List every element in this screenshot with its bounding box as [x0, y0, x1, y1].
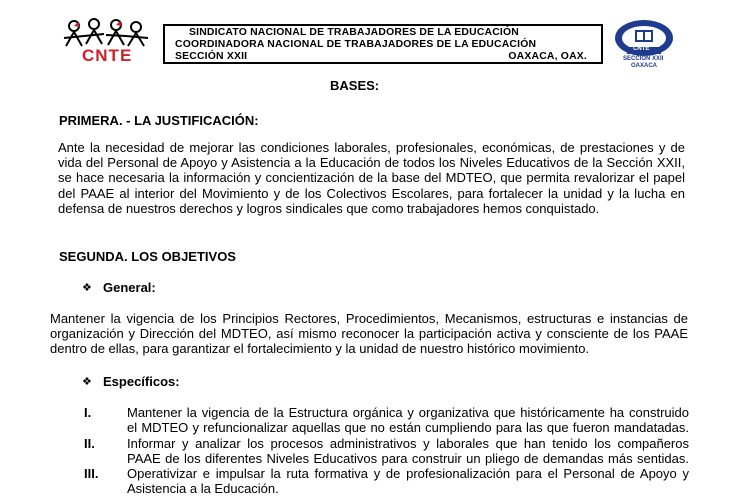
paragraph-line: vida del Personal de Apoyo y Asistencia a la Educación de todos los Niveles Educativos de la Sección XXII, [58, 155, 685, 171]
paragraph-line: dentro de ellas, para garantizar el fortalecimiento y la unidad de nuestro histórico movimiento. [50, 341, 590, 357]
item-number: I. [84, 405, 92, 420]
list-item [127, 436, 689, 466]
paragraph-line: defensa de nuestros derechos y logros sindicales que como trabajadores hemos conquistado. [58, 200, 600, 216]
item-line: PAAE de los diferentes Niveles Educativos para construir un pliego de demandas más sentidas. [127, 451, 689, 467]
paragraph-line: del PAAE al interior del Movimiento y de los Colectivos Escolares, para fortalecer la unidad y la lucha en [58, 185, 685, 201]
general-paragraph [50, 311, 688, 357]
paragraph-line: organización y Dirección del MDTEO, así mismo reconocer la participación activa y consciente de los PAAE [50, 326, 688, 342]
list-item [127, 466, 689, 496]
especificos-label: Específicos: [103, 374, 180, 389]
seal-top-text: CNTE [633, 46, 650, 52]
paragraph-line: Ante la necesidad de mejorar las condiciones laborales, profesionales, económicas, de prestaciones y de [58, 140, 685, 155]
header-line-2: COORDINADORA NACIONAL DE TRABAJADORES DE LA EDUCACIÓN [175, 39, 537, 50]
item-line: Mantener la vigencia de la Estructura orgánica y organizativa que históricamente ha construido [127, 405, 689, 420]
header-section: SECCIÓN XXII [175, 51, 248, 62]
header-line-1: SINDICATO NACIONAL DE TRABAJADORES DE LA EDUCACIÓN [189, 27, 520, 38]
header-box [163, 24, 603, 64]
bullet-diamond-icon: ❖ [82, 376, 92, 388]
item-line: Informar y analizar los procesos administrativos y laborales que han tenido los compañeros [127, 436, 689, 451]
primera-paragraph [58, 140, 685, 216]
cnte-logo-text: CNTE [82, 46, 133, 65]
cnte-logo-left [60, 18, 152, 66]
seal-bottom-text-1: SECCION XXII [623, 56, 664, 62]
item-number: III. [84, 466, 99, 481]
item-line: Operativizar e impulsar la ruta formativa y de profesionalización para el Personal de Apoyo y [127, 466, 689, 481]
item-number: II. [84, 436, 95, 451]
paragraph-line: Mantener la vigencia de los Principios Rectores, Procedimientos, Mecanismos, estructuras e instancias de [50, 311, 688, 326]
paragraph-line: se hace necesaria la información y concientización de la base del MDTEO, que permita revalorizar el papel [58, 170, 685, 186]
section-primera-heading: PRIMERA. - LA JUSTIFICACIÓN: [59, 113, 259, 128]
bullet-diamond-icon: ❖ [82, 282, 92, 294]
seal-bottom-text-2: OAXACA [631, 63, 658, 69]
section-segunda-heading: SEGUNDA. LOS OBJETIVOS [59, 249, 236, 264]
item-line: Asistencia a la Educación. [127, 481, 279, 496]
general-label: General: [103, 280, 156, 295]
list-item [127, 405, 689, 435]
item-line: el MDTEO y refuncionalizar aquellas que no están cumpliendo para las que fueron mandatadas. [127, 420, 689, 436]
header-location: OAXACA, OAX. [508, 51, 587, 62]
cnte-seal-right [611, 18, 677, 70]
page-title: BASES: [330, 78, 380, 93]
